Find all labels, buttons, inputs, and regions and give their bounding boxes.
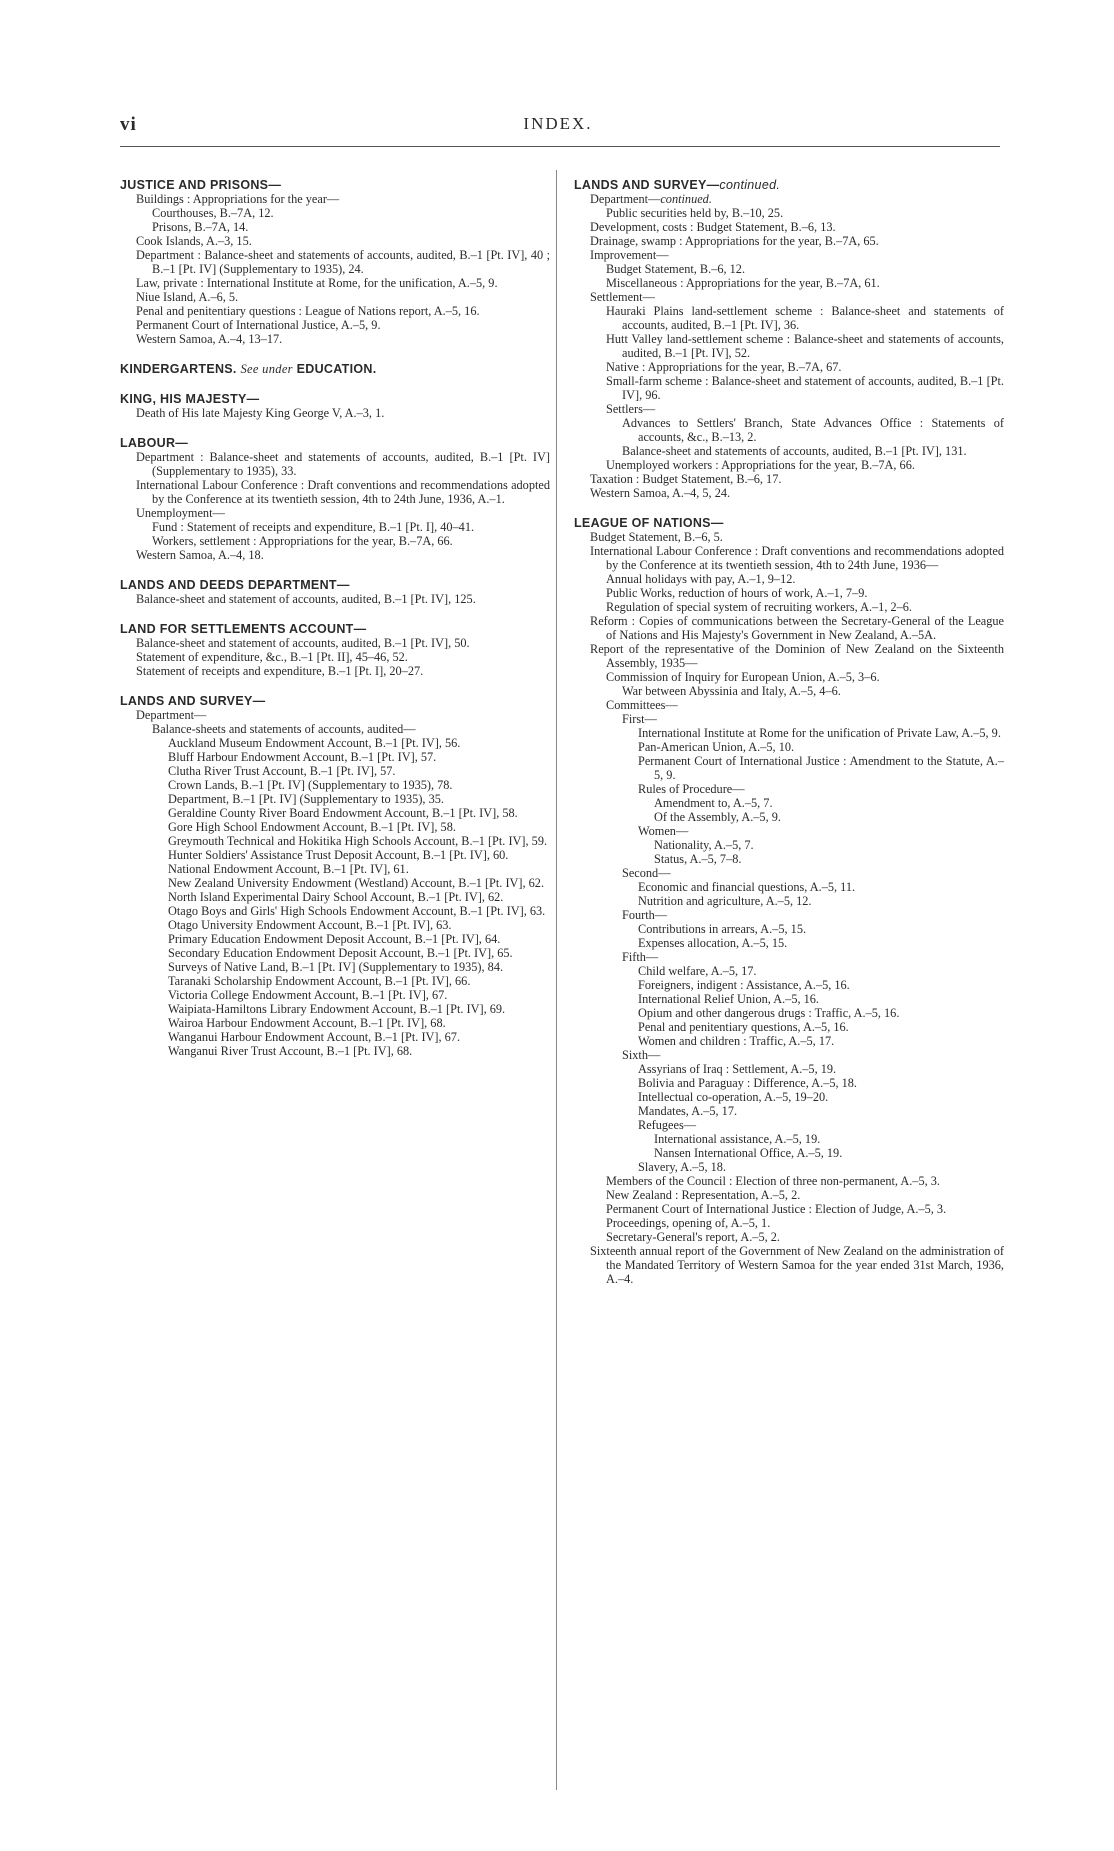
- index-entry: Secondary Education Endowment Deposit Account, B.–1 [Pt. IV], 65.: [168, 946, 513, 960]
- index-entry: Refugees—: [638, 1118, 697, 1132]
- index-entry: Statement of receipts and expenditure, B.–1 [Pt. I], 20–27.: [136, 664, 424, 678]
- index-entry: National Endowment Account, B.–1 [Pt. IV], 61.: [168, 862, 409, 876]
- index-entry: International Institute at Rome for the unification of Private Law, A.–5, 9.: [638, 726, 1001, 740]
- index-entry: Statement of expenditure, &c., B.–1 [Pt. II], 45–46, 52.: [136, 650, 408, 664]
- index-entry: Taranaki Scholarship Endowment Account, B.–1 [Pt. IV], 66.: [168, 974, 471, 988]
- heading-lands-and-survey: LANDS AND SURVEY—: [120, 694, 266, 708]
- index-entry: Expenses allocation, A.–5, 15.: [638, 936, 788, 950]
- index-entry: Penal and penitentiary questions : League of Nations report, A.–5, 16.: [136, 304, 480, 318]
- index-entry: Western Samoa, A.–4, 5, 24.: [590, 486, 731, 500]
- index-entry: Wanganui River Trust Account, B.–1 [Pt. IV], 68.: [168, 1044, 413, 1058]
- index-entry: First—: [622, 712, 657, 726]
- index-entry: Pan-American Union, A.–5, 10.: [638, 740, 795, 754]
- department-label: Department—: [590, 192, 661, 206]
- index-entry: Intellectual co-operation, A.–5, 19–20.: [638, 1090, 829, 1104]
- index-entry: Balance-sheets and statements of accounts, audited—: [152, 722, 416, 736]
- index-entry: International Labour Conference : Draft conventions and recommendations adopted by the Conference at its twentieth session, 4th to 24th June, 1936—: [590, 544, 1004, 572]
- continued-label: continued.: [660, 192, 712, 206]
- index-entry: Budget Statement, B.–6, 5.: [590, 530, 723, 544]
- index-entry: Public Works, reduction of hours of work, A.–1, 7–9.: [606, 586, 868, 600]
- index-entry: Wanganui Harbour Endowment Account, B.–1 [Pt. IV], 67.: [168, 1030, 461, 1044]
- see-under-text: See under: [240, 362, 293, 376]
- index-entry: Assyrians of Iraq : Settlement, A.–5, 19.: [638, 1062, 837, 1076]
- heading-justice-and-prisons: JUSTICE AND PRISONS—: [120, 178, 282, 192]
- index-entry: Geraldine County River Board Endowment Account, B.–1 [Pt. IV], 58.: [168, 806, 518, 820]
- index-entry: Buildings : Appropriations for the year—: [136, 192, 340, 206]
- index-entry: Rules of Procedure—: [638, 782, 745, 796]
- index-entry: Bolivia and Paraguay : Difference, A.–5, 18.: [638, 1076, 858, 1090]
- index-entry: Gore High School Endowment Account, B.–1 [Pt. IV], 58.: [168, 820, 456, 834]
- index-entry: Greymouth Technical and Hokitika High Schools Account, B.–1 [Pt. IV], 59.: [168, 834, 548, 848]
- index-entry: Opium and other dangerous drugs : Traffic, A.–5, 16.: [638, 1006, 900, 1020]
- index-entry: Annual holidays with pay, A.–1, 9–12.: [606, 572, 796, 586]
- index-entry: Department : Balance-sheet and statements of accounts, audited, B.–1 [Pt. IV] (Supplementary to 1935), 33.: [136, 450, 550, 478]
- index-entry: Balance-sheet and statement of accounts, audited, B.–1 [Pt. IV], 50.: [136, 636, 470, 650]
- index-entry: Amendment to, A.–5, 7.: [654, 796, 773, 810]
- heading-kindergartens: [120, 362, 550, 376]
- continued-label: continued.: [719, 178, 781, 192]
- index-entry: Report of the representative of the Dominion of New Zealand on the Sixteenth Assembly, 1935—: [590, 642, 1004, 670]
- index-entry: Taxation : Budget Statement, B.–6, 17.: [590, 472, 782, 486]
- index-entry: New Zealand : Representation, A.–5, 2.: [606, 1188, 801, 1202]
- lands-survey-heading-text: LANDS AND SURVEY—: [574, 178, 720, 192]
- index-entry: Of the Assembly, A.–5, 9.: [654, 810, 781, 824]
- column-divider: [556, 170, 557, 1790]
- index-entry: Economic and financial questions, A.–5, 11.: [638, 880, 856, 894]
- index-entry: Death of His late Majesty King George V, A.–3, 1.: [136, 406, 385, 420]
- index-entry: Prisons, B.–7A, 14.: [152, 220, 249, 234]
- index-entry: Unemployment—: [136, 506, 225, 520]
- index-entry: Hutt Valley land-settlement scheme : Balance-sheet and statements of accounts, audited, B.–1 [Pt. IV], 52.: [606, 332, 1004, 360]
- index-entry: Balance-sheet and statements of accounts, audited, B.–1 [Pt. IV], 131.: [622, 444, 967, 458]
- index-entry: Committees—: [606, 698, 678, 712]
- index-entry: Child welfare, A.–5, 17.: [638, 964, 757, 978]
- index-entry: Budget Statement, B.–6, 12.: [606, 262, 746, 276]
- index-entry: Department—: [136, 708, 207, 722]
- index-entry: Status, A.–5, 7–8.: [654, 852, 742, 866]
- index-entry: Victoria College Endowment Account, B.–1 [Pt. IV], 67.: [168, 988, 448, 1002]
- index-entry: Hunter Soldiers' Assistance Trust Deposit Account, B.–1 [Pt. IV], 60.: [168, 848, 509, 862]
- index-entry: Western Samoa, A.–4, 13–17.: [136, 332, 283, 346]
- index-entry: Law, private : International Institute at Rome, for the unification, A.–5, 9.: [136, 276, 498, 290]
- index-entry: International assistance, A.–5, 19.: [654, 1132, 821, 1146]
- index-entry: Permanent Court of International Justice, A.–5, 9.: [136, 318, 381, 332]
- index-entry: Foreigners, indigent : Assistance, A.–5, 16.: [638, 978, 850, 992]
- heading-lands-and-deeds: LANDS AND DEEDS DEPARTMENT—: [120, 578, 350, 592]
- index-entry: Members of the Council : Election of three non-permanent, A.–5, 3.: [606, 1174, 940, 1188]
- index-entry: Primary Education Endowment Deposit Account, B.–1 [Pt. IV], 64.: [168, 932, 501, 946]
- index-entry: Contributions in arrears, A.–5, 15.: [638, 922, 807, 936]
- index-entry: Permanent Court of International Justice : Amendment to the Statute, A.–5, 9.: [638, 754, 1004, 782]
- kindergartens-heading-text: KINDERGARTENS.: [120, 362, 237, 376]
- index-entry: International Relief Union, A.–5, 16.: [638, 992, 820, 1006]
- page-number: vi: [120, 114, 137, 135]
- index-entry: Advances to Settlers' Branch, State Advances Office : Statements of accounts, &c., B.–13, 2.: [622, 416, 1004, 444]
- index-entry: Mandates, A.–5, 17.: [638, 1104, 738, 1118]
- index-entry: Nansen International Office, A.–5, 19.: [654, 1146, 843, 1160]
- heading-labour: LABOUR—: [120, 436, 189, 450]
- index-entry: Hauraki Plains land-settlement scheme : Balance-sheet and statements of accounts, audited, B.–1 [Pt. IV], 36.: [606, 304, 1004, 332]
- left-column: [120, 178, 550, 1058]
- right-column: [574, 178, 1004, 1286]
- index-entry: Secretary-General's report, A.–5, 2.: [606, 1230, 780, 1244]
- heading-lands-and-survey-continued: [574, 178, 1004, 192]
- index-entry: Proceedings, opening of, A.–5, 1.: [606, 1216, 771, 1230]
- index-entry: Bluff Harbour Endowment Account, B.–1 [Pt. IV], 57.: [168, 750, 437, 764]
- cross-reference-target: EDUCATION.: [296, 362, 377, 376]
- index-entry: North Island Experimental Dairy School Account, B.–1 [Pt. IV], 62.: [168, 890, 504, 904]
- index-entry: Clutha River Trust Account, B.–1 [Pt. IV], 57.: [168, 764, 396, 778]
- index-entry: New Zealand University Endowment (Westland) Account, B.–1 [Pt. IV], 62.: [168, 876, 545, 890]
- page-title: INDEX.: [523, 114, 593, 133]
- index-entry: Otago Boys and Girls' High Schools Endowment Account, B.–1 [Pt. IV], 63.: [168, 904, 546, 918]
- index-entry: Unemployed workers : Appropriations for the year, B.–7A, 66.: [606, 458, 915, 472]
- index-entry: Western Samoa, A.–4, 18.: [136, 548, 264, 562]
- index-entry: Fifth—: [622, 950, 659, 964]
- index-entry: Second—: [622, 866, 671, 880]
- index-entry: Auckland Museum Endowment Account, B.–1 [Pt. IV], 56.: [168, 736, 461, 750]
- index-entry: Improvement—: [590, 248, 669, 262]
- index-entry: Otago University Endowment Account, B.–1 [Pt. IV], 63.: [168, 918, 452, 932]
- index-entry: Nutrition and agriculture, A.–5, 12.: [638, 894, 812, 908]
- index-entry: [574, 192, 1004, 206]
- index-entry: Development, costs : Budget Statement, B.–6, 13.: [590, 220, 836, 234]
- index-entry: Settlement—: [590, 290, 655, 304]
- index-entry: Wairoa Harbour Endowment Account, B.–1 [Pt. IV], 68.: [168, 1016, 446, 1030]
- heading-land-for-settlements: LAND FOR SETTLEMENTS ACCOUNT—: [120, 622, 367, 636]
- index-entry: Niue Island, A.–6, 5.: [136, 290, 239, 304]
- index-entry: Native : Appropriations for the year, B.–7A, 67.: [606, 360, 842, 374]
- index-entry: Permanent Court of International Justice : Election of Judge, A.–5, 3.: [606, 1202, 947, 1216]
- index-entry: Workers, settlement : Appropriations for the year, B.–7A, 66.: [152, 534, 453, 548]
- heading-king-his-majesty: KING, HIS MAJESTY—: [120, 392, 260, 406]
- index-entry: Regulation of special system of recruiting workers, A.–1, 2–6.: [606, 600, 912, 614]
- index-entry: Women and children : Traffic, A.–5, 17.: [638, 1034, 835, 1048]
- index-entry: Slavery, A.–5, 18.: [638, 1160, 727, 1174]
- index-entry: Public securities held by, B.–10, 25.: [606, 206, 784, 220]
- index-entry: Department : Balance-sheet and statements of accounts, audited, B.–1 [Pt. IV], 40 ; B.–1 [Pt. IV] (Supplementary to 1935), 24.: [136, 248, 550, 276]
- index-entry: Small-farm scheme : Balance-sheet and statement of accounts, audited, B.–1 [Pt. IV], 96.: [606, 374, 1004, 402]
- index-entry: Fund : Statement of receipts and expenditure, B.–1 [Pt. I], 40–41.: [152, 520, 475, 534]
- index-entry: Miscellaneous : Appropriations for the year, B.–7A, 61.: [606, 276, 880, 290]
- index-entry: Balance-sheet and statement of accounts, audited, B.–1 [Pt. IV], 125.: [136, 592, 476, 606]
- index-entry: Settlers—: [606, 402, 656, 416]
- index-entry: Drainage, swamp : Appropriations for the year, B.–7A, 65.: [590, 234, 879, 248]
- index-entry: International Labour Conference : Draft conventions and recommendations adopted by the Conference at its twentieth session, 4th to 24th June, 1936, A.–1.: [136, 478, 550, 506]
- header-rule: [120, 146, 1000, 147]
- index-entry: Commission of Inquiry for European Union, A.–5, 3–6.: [606, 670, 880, 684]
- index-entry: Waipiata-Hamiltons Library Endowment Account, B.–1 [Pt. IV], 69.: [168, 1002, 506, 1016]
- index-entry: Surveys of Native Land, B.–1 [Pt. IV] (Supplementary to 1935), 84.: [168, 960, 504, 974]
- index-entry: War between Abyssinia and Italy, A.–5, 4–6.: [622, 684, 841, 698]
- index-entry: Sixth—: [622, 1048, 661, 1062]
- index-entry: Sixteenth annual report of the Government of New Zealand on the administration of the Mandated Territory of Western Samoa for the year ended 31st March, 1936, A.–4.: [590, 1244, 1004, 1286]
- index-entry: Penal and penitentiary questions, A.–5, 16.: [638, 1020, 849, 1034]
- index-entry: Women—: [638, 824, 689, 838]
- index-entry: Crown Lands, B.–1 [Pt. IV] (Supplementary to 1935), 78.: [168, 778, 453, 792]
- index-entry: Fourth—: [622, 908, 668, 922]
- index-entry: Department, B.–1 [Pt. IV] (Supplementary to 1935), 35.: [168, 792, 444, 806]
- index-entry: Courthouses, B.–7A, 12.: [152, 206, 274, 220]
- index-entry: Reform : Copies of communications between the Secretary-General of the League of Nations and His Majesty's Government in New Zealand, A.–5A.: [590, 614, 1004, 642]
- index-entry: Cook Islands, A.–3, 15.: [136, 234, 252, 248]
- index-entry: Nationality, A.–5, 7.: [654, 838, 754, 852]
- heading-league-of-nations: LEAGUE OF NATIONS—: [574, 516, 724, 530]
